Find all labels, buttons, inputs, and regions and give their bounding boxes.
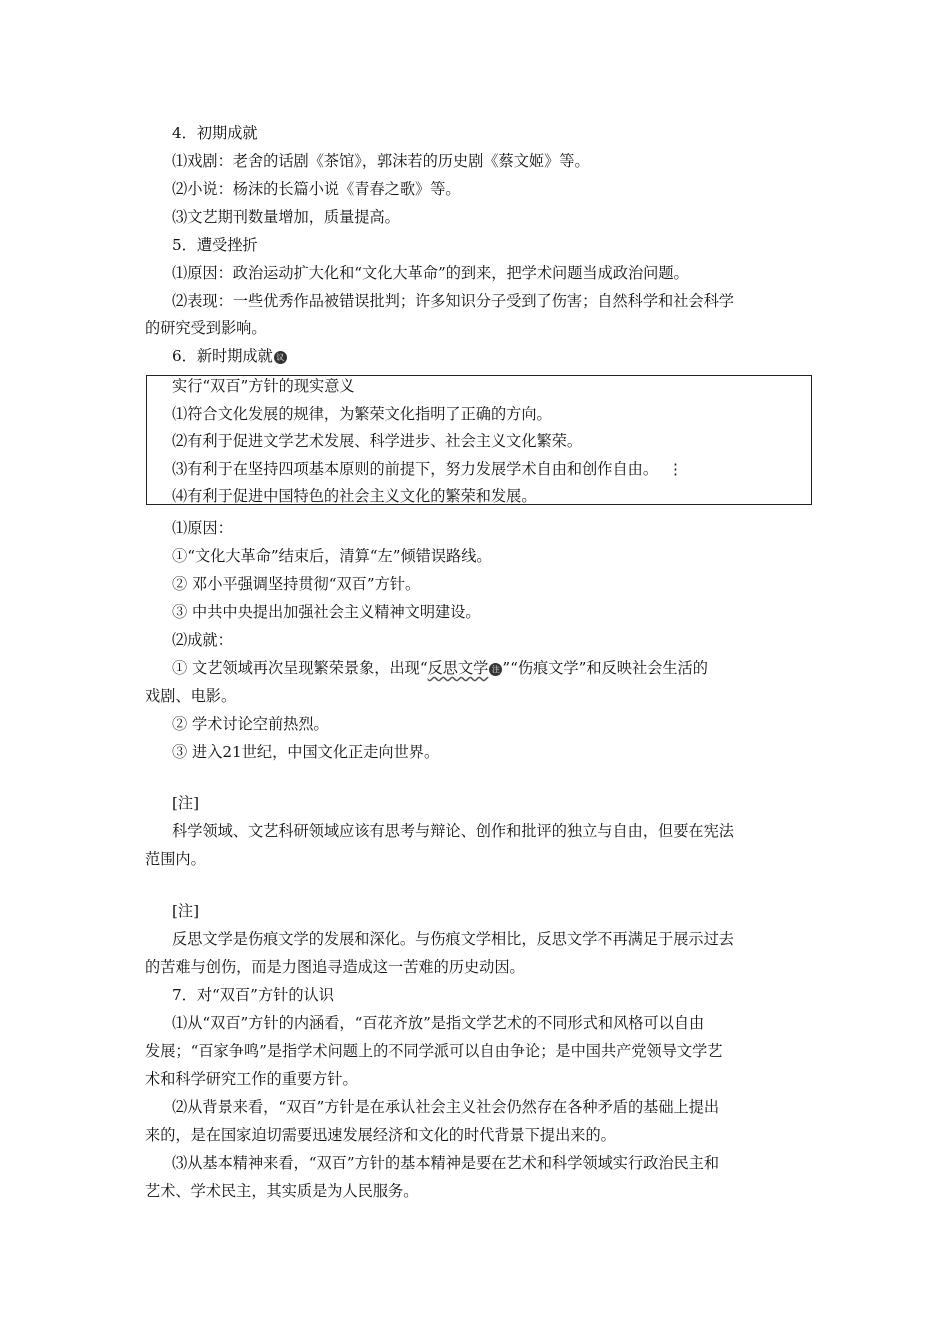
note-marker-icon: 议: [274, 351, 287, 364]
reason-1: ①“文化大革命”结束后，清算“左”倾错误路线。: [172, 547, 492, 565]
section-7-title: 7．对“双百”方针的认识: [172, 986, 334, 1004]
section-6-title: 6．新时期成就: [172, 347, 273, 365]
box-item-4: ⑷有利于促进中国特色的社会主义文化的繁荣和发展。: [172, 487, 537, 505]
achievement-1-line-2: 戏剧、电影。: [145, 687, 237, 705]
section-4-item-3: ⑶文艺期刊数量增加，质量提高。: [172, 208, 400, 226]
achievement-1-post: ”“伤痕文学”和反映社会生活的: [502, 659, 708, 677]
reason-title: ⑴原因：: [172, 519, 233, 537]
box-heading: 实行“双百”方针的现实意义: [172, 377, 355, 395]
section-4-title: 4．初期成就: [172, 124, 258, 142]
section-7-p1-line-1: ⑴从“双百”方针的内涵看，“百花齐放”是指文学艺术的不同形式和风格可以自由: [172, 1014, 705, 1032]
box-item-3-line: [172, 459, 683, 481]
note-1-line-2: 范围内。: [145, 850, 206, 868]
achievement-1-line-1: [172, 658, 708, 680]
section-5-item-2-line-2: 的研究受到影响。: [145, 319, 267, 337]
note-2-label: [注]: [172, 902, 200, 920]
section-4-item-2: ⑵小说：杨沫的长篇小说《青春之歌》等。: [172, 180, 461, 198]
note-1-label: [注]: [172, 794, 200, 812]
section-7-p1-line-3: 术和科学研究工作的重要方针。: [145, 1070, 358, 1088]
section-7-p1-line-2: 发展；“百家争鸣”是指学术问题上的不同学派可以自由争论；是中国共产党领导文学艺: [145, 1042, 723, 1060]
box-item-2: ⑵有利于促进文学艺术发展、科学进步、社会主义文化繁荣。: [172, 432, 583, 450]
section-7-p2-line-1: ⑵从背景来看，“双百”方针是在承认社会主义社会仍然存在各种矛盾的基础上提出: [172, 1098, 720, 1116]
box-item-1: ⑴符合文化发展的规律，为繁荣文化指明了正确的方向。: [172, 405, 552, 423]
reason-3: ③ 中共中央提出加强社会主义精神文明建设。: [172, 603, 481, 621]
section-6-title-line: [172, 346, 287, 368]
note-2-line-2: 的苦难与创伤，而是力图追寻造成这一苦难的历史动因。: [145, 958, 525, 976]
continuation-dots: ⋮: [668, 460, 684, 478]
box-item-3: ⑶有利于在坚持四项基本原则的前提下，努力发展学术自由和创作自由。: [172, 460, 658, 478]
achievement-2: ② 学术讨论空前热烈。: [172, 715, 329, 733]
section-7-p2-line-2: 来的，是在国家迫切需要迅速发展经济和文化的时代背景下提出来的。: [145, 1126, 616, 1144]
note-2-line-1: 反思文学是伤痕文学的发展和深化。与伤痕文学相比，反思文学不再满足于展示过去: [172, 930, 734, 948]
reflection-literature-term: 反思文学: [427, 659, 489, 677]
section-5-title: 5．遭受挫折: [172, 236, 258, 254]
reason-2: ② 邓小平强调坚持贯彻“双百”方针。: [172, 575, 421, 593]
achievement-1-pre: ① 文艺领域再次呈现繁荣景象，出现“: [172, 659, 428, 677]
note-marker-icon: 注: [489, 663, 502, 676]
note-1-line-1: 科学领域、文艺科研领域应该有思考与辩论、创作和批评的独立与自由，但要在宪法: [172, 822, 734, 840]
section-4-item-1: ⑴戏剧：老舍的话剧《茶馆》，郭沫若的历史剧《蔡文姬》等。: [172, 152, 590, 170]
section-5-item-1: ⑴原因：政治运动扩大化和“文化大革命”的到来，把学术问题当成政治问题。: [172, 264, 689, 282]
section-5-item-2-line-1: ⑵表现：一些优秀作品被错误批判；许多知识分子受到了伤害；自然科学和社会科学: [172, 292, 734, 310]
achievement-title: ⑵成就：: [172, 631, 233, 649]
section-7-p3-line-1: ⑶从基本精神来看，“双百”方针的基本精神是要在艺术和科学领域实行政治民主和: [172, 1154, 720, 1172]
achievement-3: ③ 进入21世纪，中国文化正走向世界。: [172, 743, 440, 761]
section-7-p3-line-2: 艺术、学术民主，其实质是为人民服务。: [145, 1182, 419, 1200]
